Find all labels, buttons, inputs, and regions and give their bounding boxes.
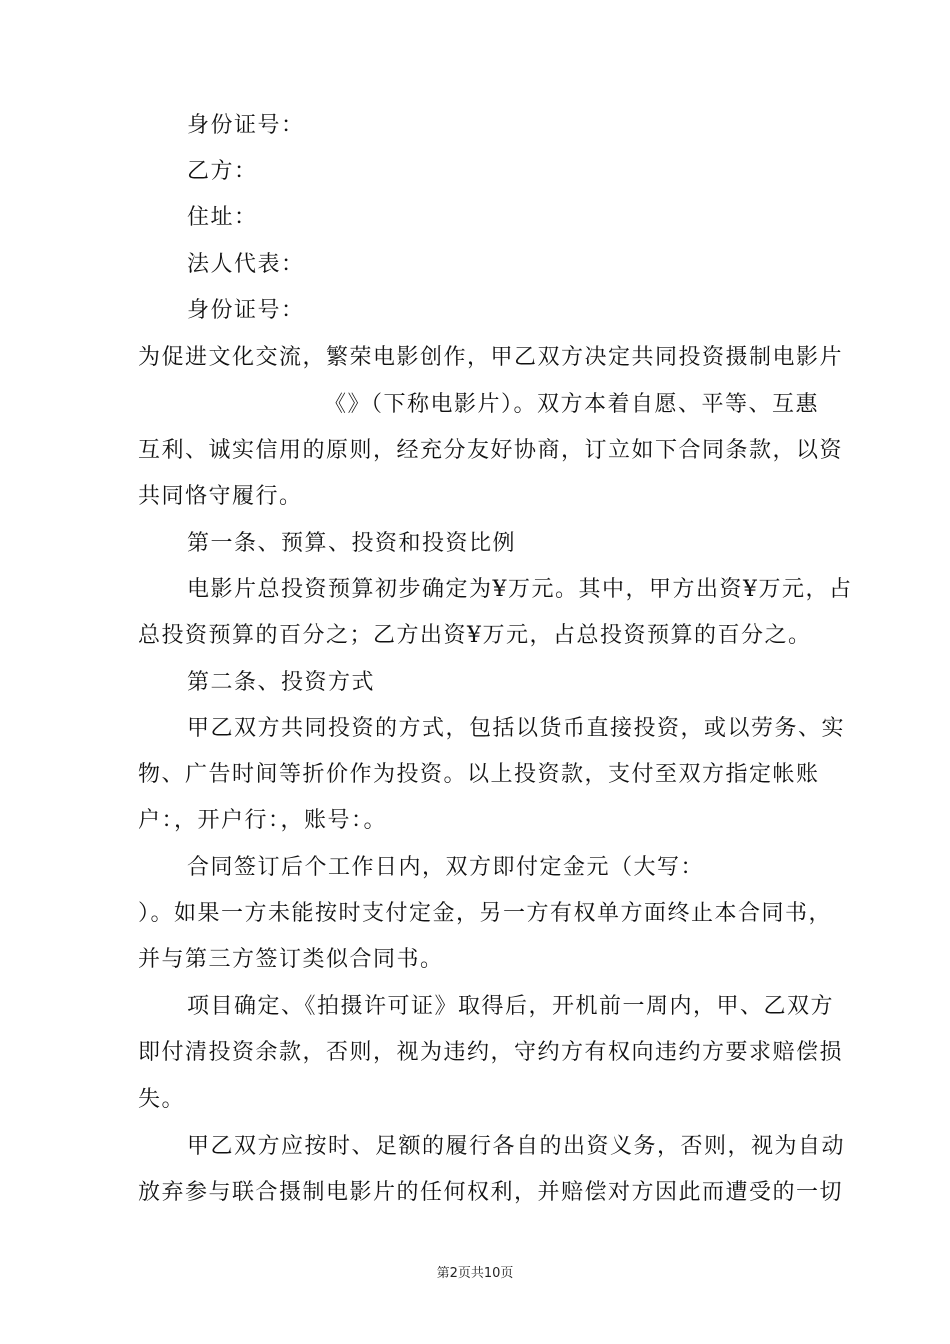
intro-paragraph-line-3: 互利、诚实信用的原则，经充分友好协商，订立如下合同条款，以资 (138, 438, 844, 463)
article-2-line-2: 物、广告时间等折价作为投资。以上投资款，支付至双方指定帐账 (138, 762, 820, 787)
article-2-line-3: 户：，开户行：，账号：。 (138, 808, 388, 833)
article-1-line-2: 总投资预算的百分之；乙方出资¥万元，占总投资预算的百分之。 (138, 623, 812, 648)
id-number-label-a: 身份证号： (187, 113, 305, 138)
article-2-heading: 第二条、投资方式 (187, 670, 376, 695)
deposit-line-2: ）。如果一方未能按时支付定金，另一方有权单方面终止本合同书， (138, 901, 833, 926)
page-number-footer: 第2页共10页 (436, 1266, 514, 1281)
balance-line-2: 即付清投资余款，否则，视为违约，守约方有权向违约方要求赔偿损 (138, 1040, 844, 1065)
article-1-heading: 第一条、预算、投资和投资比例 (187, 531, 517, 556)
deposit-line-1: 合同签订后个工作日内，双方即付定金元（大写： (187, 855, 705, 880)
intro-paragraph-line-4: 共同恪守履行。 (138, 484, 303, 509)
party-b-label: 乙方： (187, 159, 258, 184)
obligation-line-2: 放弃参与联合摄制电影片的任何权利，并赔偿对方因此而遭受的一切 (138, 1180, 844, 1205)
address-label: 住址： (187, 205, 258, 230)
balance-line-1: 项目确定、《拍摄许可证》取得后，开机前一周内，甲、乙双方 (187, 994, 835, 1019)
obligation-line-1: 甲乙双方应按时、足额的履行各自的出资义务，否则，视为自动 (187, 1134, 846, 1159)
deposit-line-3: 并与第三方签订类似合同书。 (138, 947, 444, 972)
balance-line-3: 失。 (138, 1087, 186, 1112)
intro-paragraph-line-2: 《》（下称电影片）。双方本着自愿、平等、互惠 (324, 392, 820, 417)
id-number-label-b: 身份证号： (187, 298, 305, 323)
legal-representative-label: 法人代表： (187, 252, 305, 277)
intro-paragraph-line-1: 为促进文化交流，繁荣电影创作，甲乙双方决定共同投资摄制电影片 (138, 345, 844, 370)
article-2-line-1: 甲乙双方共同投资的方式，包括以货币直接投资，或以劳务、实 (187, 716, 846, 741)
article-1-line-1: 电影片总投资预算初步确定为¥万元。其中，甲方出资¥万元，占 (187, 577, 853, 602)
